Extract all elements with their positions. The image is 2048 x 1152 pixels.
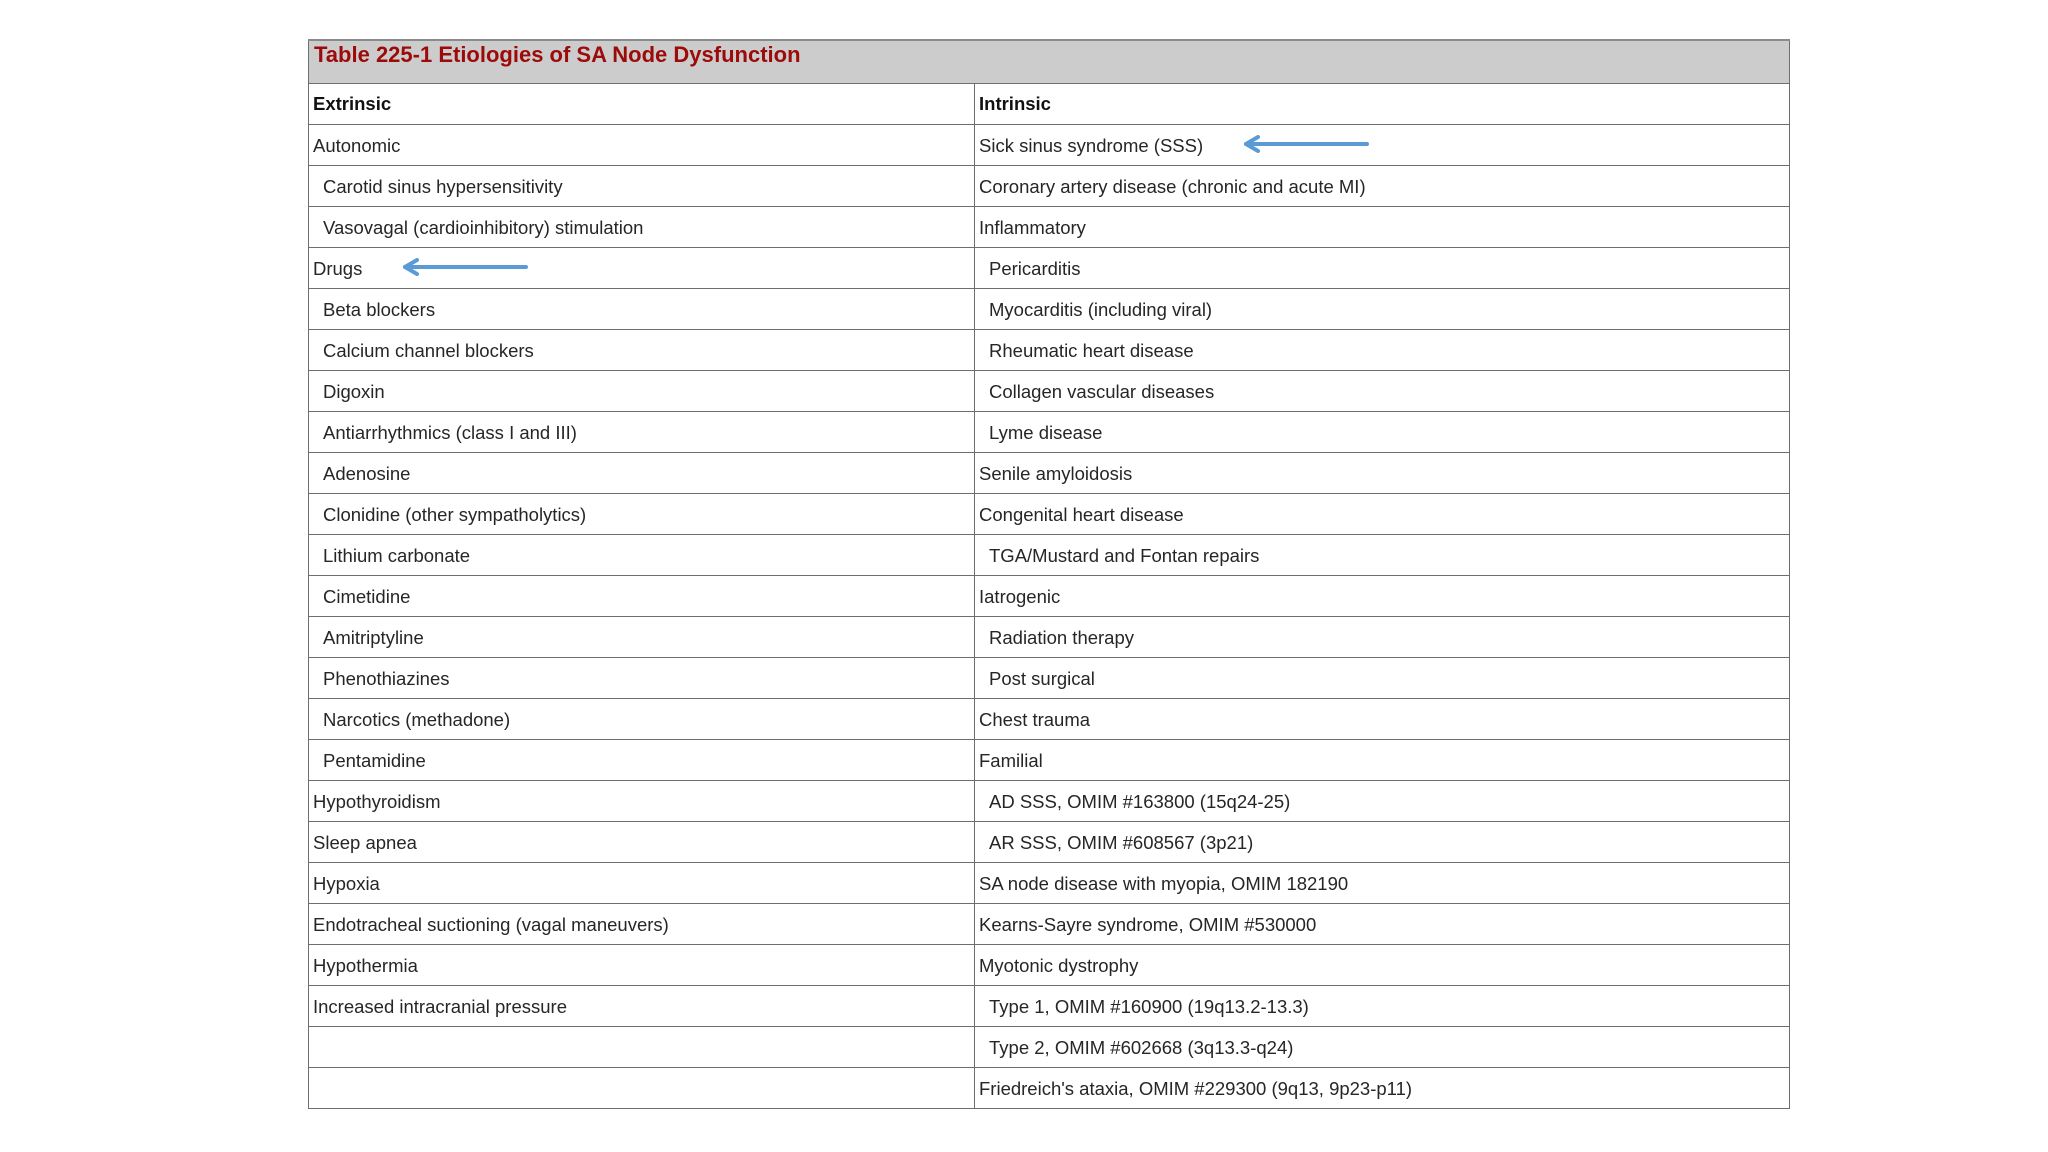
extrinsic-cell — [309, 781, 975, 822]
extrinsic-cell — [309, 904, 975, 945]
extrinsic-cell — [309, 740, 975, 781]
cell-text: Narcotics (methadone) — [323, 708, 511, 730]
cell-text: Familial — [979, 749, 1043, 771]
cell-text: Clonidine (other sympatholytics) — [323, 503, 587, 525]
table-row — [309, 658, 1790, 699]
table-row — [309, 1068, 1790, 1109]
extrinsic-cell — [309, 412, 975, 453]
cell-text: Amitriptyline — [323, 626, 424, 648]
cell-text: Hypothyroidism — [313, 790, 441, 812]
extrinsic-cell — [309, 494, 975, 535]
cell-text: Inflammatory — [979, 216, 1086, 238]
intrinsic-cell — [975, 494, 1790, 535]
intrinsic-cell — [975, 945, 1790, 986]
header-row — [309, 84, 1790, 125]
extrinsic-cell — [309, 289, 975, 330]
cell-text: Adenosine — [323, 462, 411, 484]
intrinsic-cell — [975, 863, 1790, 904]
table-row — [309, 822, 1790, 863]
cell-text: Myotonic dystrophy — [979, 954, 1139, 976]
extrinsic-cell — [309, 248, 975, 289]
cell-text: Lithium carbonate — [323, 544, 471, 566]
table-row — [309, 986, 1790, 1027]
cell-text: Collagen vascular diseases — [989, 380, 1215, 402]
intrinsic-cell — [975, 330, 1790, 371]
intrinsic-cell — [975, 453, 1790, 494]
cell-text: Hypoxia — [313, 872, 380, 894]
intrinsic-cell — [975, 412, 1790, 453]
cell-text: Congenital heart disease — [979, 503, 1184, 525]
cell-text: Rheumatic heart disease — [989, 339, 1194, 361]
table-row — [309, 330, 1790, 371]
cell-text: Antiarrhythmics (class I and III) — [323, 421, 577, 443]
cell-text: Drugs — [313, 257, 363, 279]
table-row — [309, 863, 1790, 904]
intrinsic-cell — [975, 699, 1790, 740]
cell-text: Senile amyloidosis — [979, 462, 1133, 484]
table-head — [309, 40, 1790, 125]
cell-text: Type 2, OMIM #602668 (3q13.3-q24) — [989, 1036, 1294, 1058]
extrinsic-cell — [309, 125, 975, 166]
table-row — [309, 248, 1790, 289]
cell-text: AD SSS, OMIM #163800 (15q24-25) — [989, 790, 1291, 812]
cell-text: Beta blockers — [323, 298, 436, 320]
extrinsic-cell — [309, 617, 975, 658]
table-row — [309, 412, 1790, 453]
cell-text: Lyme disease — [989, 421, 1103, 443]
extrinsic-cell — [309, 207, 975, 248]
intrinsic-cell — [975, 740, 1790, 781]
left-arrow-icon — [1242, 135, 1370, 153]
cell-text: Chest trauma — [979, 708, 1091, 730]
cell-text: Carotid sinus hypersensitivity — [323, 175, 563, 197]
table-row — [309, 617, 1790, 658]
table-row — [309, 207, 1790, 248]
extrinsic-cell — [309, 330, 975, 371]
cell-text: Endotracheal suctioning (vagal maneuvers) — [313, 913, 669, 935]
column-header-extrinsic: Extrinsic — [309, 84, 975, 125]
table-row — [309, 576, 1790, 617]
extrinsic-cell — [309, 1068, 975, 1109]
table-body — [309, 125, 1790, 1109]
table-row — [309, 371, 1790, 412]
extrinsic-cell — [309, 658, 975, 699]
intrinsic-cell — [975, 658, 1790, 699]
cell-text: Cimetidine — [323, 585, 411, 607]
cell-text: Increased intracranial pressure — [313, 995, 567, 1017]
table-row — [309, 781, 1790, 822]
extrinsic-cell — [309, 986, 975, 1027]
extrinsic-cell — [309, 1027, 975, 1068]
extrinsic-cell — [309, 945, 975, 986]
extrinsic-cell — [309, 699, 975, 740]
cell-text: Radiation therapy — [989, 626, 1135, 648]
cell-text: AR SSS, OMIM #608567 (3p21) — [989, 831, 1254, 853]
intrinsic-cell — [975, 166, 1790, 207]
table-row — [309, 494, 1790, 535]
table-row — [309, 125, 1790, 166]
table-row — [309, 740, 1790, 781]
cell-text: Sick sinus syndrome (SSS) — [979, 134, 1204, 156]
cell-text: Phenothiazines — [323, 667, 450, 689]
cell-text: Pericarditis — [989, 257, 1081, 279]
cell-text: Myocarditis (including viral) — [989, 298, 1213, 320]
intrinsic-cell — [975, 1068, 1790, 1109]
table-row — [309, 535, 1790, 576]
table-row — [309, 453, 1790, 494]
intrinsic-cell — [975, 125, 1790, 166]
cell-text: SA node disease with myopia, OMIM 182190 — [979, 872, 1349, 894]
table-row — [309, 289, 1790, 330]
extrinsic-cell — [309, 535, 975, 576]
cell-text: Hypothermia — [313, 954, 418, 976]
extrinsic-cell — [309, 371, 975, 412]
table-row — [309, 166, 1790, 207]
extrinsic-cell — [309, 166, 975, 207]
extrinsic-cell — [309, 863, 975, 904]
table-row — [309, 904, 1790, 945]
intrinsic-cell — [975, 904, 1790, 945]
intrinsic-cell — [975, 248, 1790, 289]
cell-text: Kearns-Sayre syndrome, OMIM #530000 — [979, 913, 1317, 935]
intrinsic-cell — [975, 535, 1790, 576]
intrinsic-cell — [975, 576, 1790, 617]
extrinsic-cell — [309, 822, 975, 863]
title-row — [309, 40, 1790, 84]
cell-text: Calcium channel blockers — [323, 339, 534, 361]
cell-text: Vasovagal (cardioinhibitory) stimulation — [323, 216, 644, 238]
intrinsic-cell — [975, 781, 1790, 822]
cell-text: Pentamidine — [323, 749, 426, 771]
intrinsic-cell — [975, 289, 1790, 330]
extrinsic-cell — [309, 576, 975, 617]
cell-text: Coronary artery disease (chronic and acute MI) — [979, 175, 1366, 197]
etiology-table — [308, 39, 1790, 1109]
cell-text: Sleep apnea — [313, 831, 417, 853]
table-title: Table 225-1 Etiologies of SA Node Dysfunction — [309, 40, 1790, 84]
cell-text: Friedreich's ataxia, OMIM #229300 (9q13, 9p23-p11) — [979, 1077, 1413, 1099]
intrinsic-cell — [975, 617, 1790, 658]
column-header-intrinsic: Intrinsic — [975, 84, 1790, 125]
cell-text: Autonomic — [313, 134, 401, 156]
extrinsic-cell — [309, 453, 975, 494]
table-row — [309, 945, 1790, 986]
table-row — [309, 699, 1790, 740]
cell-text: Iatrogenic — [979, 585, 1061, 607]
cell-text: Post surgical — [989, 667, 1095, 689]
intrinsic-cell — [975, 986, 1790, 1027]
cell-text: Digoxin — [323, 380, 385, 402]
intrinsic-cell — [975, 1027, 1790, 1068]
intrinsic-cell — [975, 207, 1790, 248]
cell-text: Type 1, OMIM #160900 (19q13.2-13.3) — [989, 995, 1309, 1017]
table-row — [309, 1027, 1790, 1068]
cell-text: TGA/Mustard and Fontan repairs — [989, 544, 1260, 566]
intrinsic-cell — [975, 822, 1790, 863]
intrinsic-cell — [975, 371, 1790, 412]
left-arrow-icon — [401, 258, 529, 276]
